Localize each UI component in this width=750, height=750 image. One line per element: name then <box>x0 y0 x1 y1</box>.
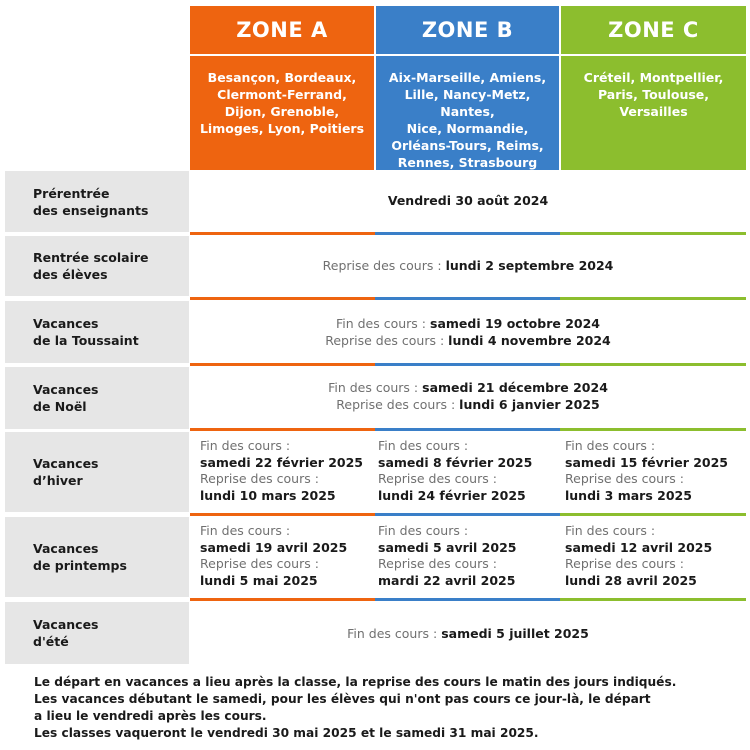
zone-a-cities: Besançon, Bordeaux, Clermont-Ferrand, Dijon, Grenoble, Limoges, Lyon, Poitiers <box>190 56 374 170</box>
row-printemps <box>190 517 746 597</box>
footer-notes: Le départ en vacances a lieu après la classe, la reprise des cours le matin des jours indiqués. Les vacances débutant le samedi, pour les élèves qui n'ont pas cours ce jour-là, le départ a lieu le vendredi après les cours. Les classes vaqueront le vendredi 30 mai 2025 et le samedi 31 mai 2025. <box>34 675 677 740</box>
row-label-toussaint: Vacances de la Toussaint <box>5 301 189 363</box>
hiver-zone-b: Fin des cours : samedi 8 février 2025 Reprise des cours : lundi 24 février 2025 <box>378 438 533 503</box>
toussaint-fin: Fin des cours : samedi 19 octobre 2024 <box>335 316 601 331</box>
row-label-rentree: Rentrée scolaire des élèves <box>5 236 189 296</box>
printemps-zone-c: Fin des cours : samedi 12 avril 2025 Reprise des cours : lundi 28 avril 2025 <box>565 523 713 588</box>
zone-b-cities: Aix-Marseille, Amiens, Lille, Nancy-Metz, Nantes, Nice, Normandie, Orléans-Tours, Reims, Rennes, Strasbourg <box>376 56 559 170</box>
row-separator <box>190 598 746 601</box>
ete-fin: Fin des cours : samedi 5 juillet 2025 <box>347 626 589 641</box>
hiver-zone-a: Fin des cours : samedi 22 février 2025 Reprise des cours : lundi 10 mars 2025 <box>200 438 364 503</box>
row-label-noel: Vacances de Noël <box>5 367 189 429</box>
row-label-ete: Vacances d'été <box>5 602 189 664</box>
zone-a-header: ZONE A <box>190 6 374 54</box>
row-separator <box>190 513 746 516</box>
row-ete <box>190 602 746 664</box>
row-label-prerentree: Prérentrée des enseignants <box>5 171 189 232</box>
zone-c-header: ZONE C <box>561 6 746 54</box>
printemps-zone-a: Fin des cours : samedi 19 avril 2025 Reprise des cours : lundi 5 mai 2025 <box>200 523 348 588</box>
row-rentree <box>190 236 746 296</box>
rentree-line: Reprise des cours : lundi 2 septembre 2024 <box>322 258 614 273</box>
noel-fin: Fin des cours : samedi 21 décembre 2024 <box>328 380 608 395</box>
zone-b-header: ZONE B <box>376 6 559 54</box>
row-label-printemps: Vacances de printemps <box>5 517 189 597</box>
prerentree-date: Vendredi 30 août 2024 <box>387 193 549 208</box>
row-separator <box>190 363 746 366</box>
row-toussaint <box>190 301 746 363</box>
row-separator <box>190 232 746 235</box>
printemps-zone-b: Fin des cours : samedi 5 avril 2025 Reprise des cours : mardi 22 avril 2025 <box>378 523 517 588</box>
row-prerentree <box>190 171 746 232</box>
zone-c-cities: Créteil, Montpellier, Paris, Toulouse, Versailles <box>561 56 746 170</box>
row-noel <box>190 367 746 429</box>
row-separator <box>190 428 746 431</box>
row-hiver <box>190 432 746 512</box>
row-separator <box>190 297 746 300</box>
hiver-zone-c: Fin des cours : samedi 15 février 2025 Reprise des cours : lundi 3 mars 2025 <box>565 438 729 503</box>
noel-reprise: Reprise des cours : lundi 6 janvier 2025 <box>336 397 600 412</box>
toussaint-reprise: Reprise des cours : lundi 4 novembre 2024 <box>325 333 611 348</box>
row-label-hiver: Vacances d’hiver <box>5 432 189 512</box>
